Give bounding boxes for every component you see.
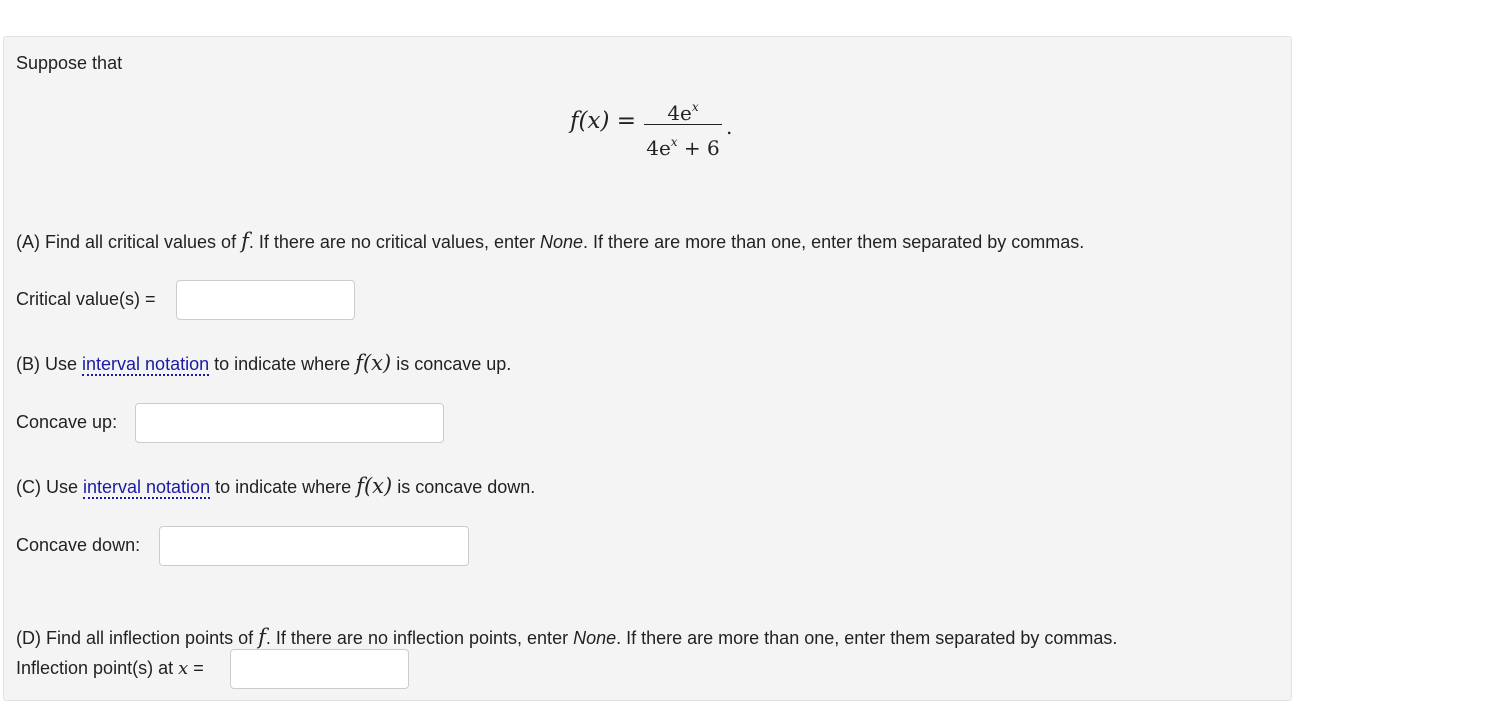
formula-denominator: $4e^x + 6$ — [646, 135, 720, 160]
formula-fraction — [644, 93, 722, 160]
interval-notation-link[interactable]: interval notation — [82, 354, 210, 374]
var-f: f — [258, 625, 266, 649]
part-c-question: (C) Use interval notation to indicate where f(x) is concave down. — [16, 474, 536, 498]
problem-panel — [3, 36, 1292, 701]
concave-down-input[interactable] — [159, 526, 469, 566]
var-f: f — [241, 229, 249, 253]
func-fx: f(x) — [356, 474, 393, 498]
part-a-question: (A) Find all critical values of f. If there are no critical values, enter None. If there are more than one, enter them separated by commas. — [16, 229, 1085, 253]
formula-lhs: f(x) = — [570, 108, 637, 134]
critical-values-label: Critical value(s) = — [16, 289, 156, 309]
inflection-points-label: Inflection point(s) at x = — [16, 658, 204, 679]
formula-numerator: $4e^x$ — [667, 100, 699, 125]
inflection-points-input[interactable] — [230, 649, 409, 689]
interval-notation-link[interactable]: interval notation — [83, 477, 211, 497]
func-fx: f(x) — [355, 351, 392, 375]
part-d-question: (D) Find all inflection points of f. If there are no inflection points, enter None. If there are more than one, enter them separated by commas. — [16, 625, 1118, 649]
intro-text: Suppose that — [16, 53, 123, 73]
part-b-question: (B) Use interval notation to indicate where f(x) is concave up. — [16, 351, 512, 375]
function-formula — [570, 93, 760, 163]
concave-down-label: Concave down: — [16, 535, 141, 555]
concave-up-input[interactable] — [135, 403, 444, 443]
var-x: x — [178, 658, 189, 679]
concave-up-label: Concave up: — [16, 412, 118, 432]
critical-values-input[interactable] — [176, 280, 355, 320]
formula-period: . — [726, 115, 733, 139]
